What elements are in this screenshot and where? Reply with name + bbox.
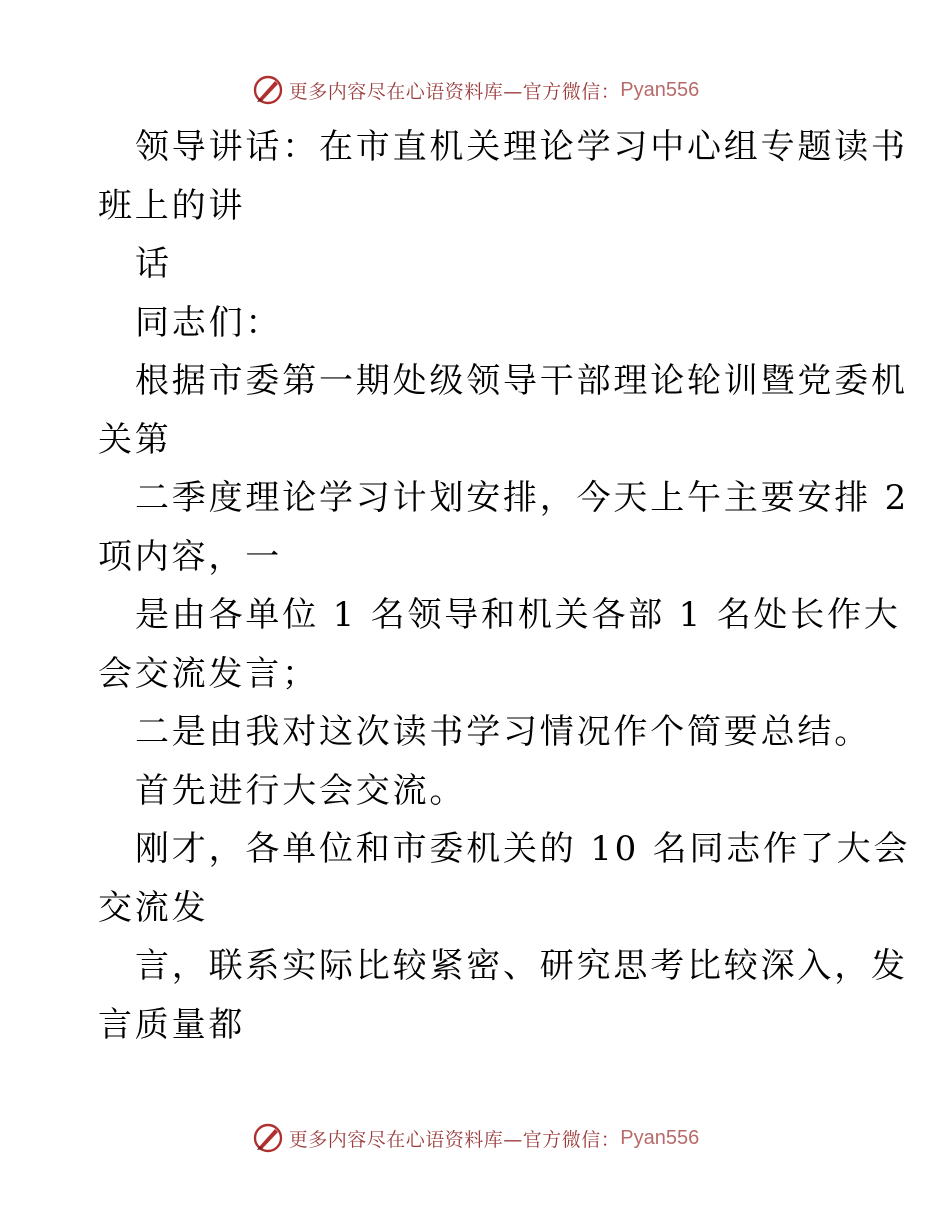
text-line: 关第 (98, 419, 172, 460)
text-line: 话 (135, 244, 172, 284)
text-line: 交流发 (98, 887, 209, 928)
quill-pen-logo-icon (251, 1121, 285, 1155)
text-line: 言质量都 (98, 1004, 246, 1045)
watermark-contact-id: Pyan556 (620, 78, 700, 101)
text-line: 首先进行大会交流。 (135, 770, 467, 811)
page-header-watermark (0, 70, 950, 110)
document-body (98, 118, 911, 1054)
watermark-brand-text: 更多内容尽在心语资料库— (288, 80, 523, 103)
quill-pen-logo-icon (251, 73, 285, 107)
text-line: 同志们： (135, 302, 283, 343)
watermark-brand-text: 更多内容尽在心语资料库— (288, 1128, 523, 1151)
text-line: 班上的讲 (98, 185, 246, 226)
text-line: 项内容，一 (98, 536, 282, 577)
text-line: 领导讲话：在市直机关理论学习中心组专题读书 (135, 127, 908, 167)
watermark-contact-id: Pyan556 (620, 1126, 700, 1149)
text-line: 言，联系实际比较紧密、研究思考比较深入，发 (135, 946, 908, 986)
text-line: 二是由我对这次读书学习情况作个简要总结。 (135, 712, 871, 752)
text-line: 刚才，各单位和市委机关的 10 名同志作了大会 (135, 829, 911, 869)
text-line: 会交流发言； (98, 653, 319, 694)
page-footer-watermark (0, 1118, 950, 1158)
text-line: 根据市委第一期处级领导干部理论轮训暨党委机 (135, 361, 908, 401)
text-line: 是由各单位 1 名领导和机关各部 1 名处长作大 (135, 595, 901, 635)
text-line: 二季度理论学习计划安排，今天上午主要安排 2 (135, 478, 910, 518)
watermark-contact-label: 官方微信： (522, 80, 621, 103)
watermark-contact-label: 官方微信： (522, 1128, 621, 1151)
